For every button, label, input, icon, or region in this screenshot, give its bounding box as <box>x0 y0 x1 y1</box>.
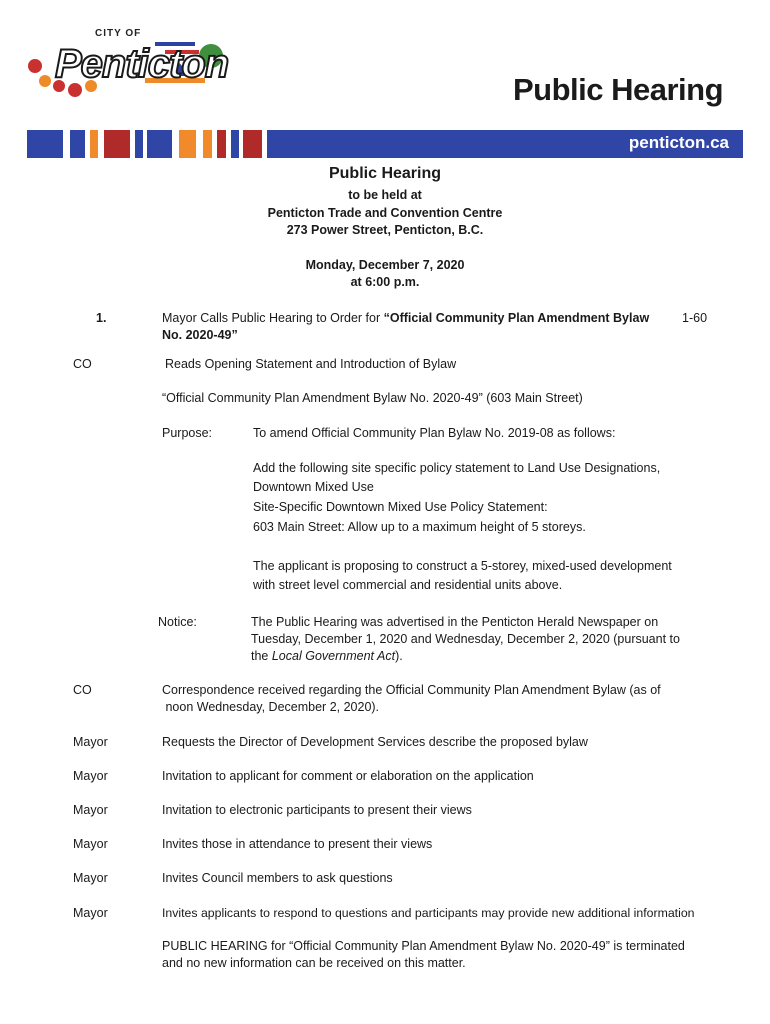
notice-prefix: the <box>251 649 272 663</box>
header-title: Public Hearing <box>512 72 723 107</box>
logo-city-name: Penticton <box>55 42 229 86</box>
notice-suffix: ). <box>395 649 403 663</box>
actor-label: Mayor <box>73 735 108 749</box>
logo-dot <box>28 59 42 73</box>
closing-line: and no new information can be received on this matter. <box>162 956 466 970</box>
venue-address: 273 Power Street, Penticton, B.C. <box>286 223 484 237</box>
banner-block <box>231 130 239 158</box>
actor-label: CO <box>73 683 92 697</box>
policy-line: Site-Specific Downtown Mixed Use Policy Statement: <box>253 500 548 514</box>
venue-name: Penticton Trade and Convention Centre <box>267 206 503 220</box>
bylaw-title: “Official Community Plan Amendment Bylaw <box>383 311 650 325</box>
banner-block <box>70 130 85 158</box>
step-text: noon Wednesday, December 2, 2020). <box>162 700 380 714</box>
actor-label: Mayor <box>73 906 108 920</box>
actor-label: Mayor <box>73 837 108 851</box>
banner-block <box>27 130 63 158</box>
step-text: Invitation to electronic participants to present their views <box>162 803 472 817</box>
policy-line: Downtown Mixed Use <box>253 480 374 494</box>
heading-line: to be held at <box>348 188 422 202</box>
step-text: Invitation to applicant for comment or elaboration on the application <box>162 769 534 783</box>
notice-line: The Public Hearing was advertised in the Penticton Herald Newspaper on <box>251 615 659 629</box>
item-number: 1. <box>96 311 107 325</box>
document-title: Public Hearing <box>328 165 442 182</box>
step-text: Correspondence received regarding the Official Community Plan Amendment Bylaw (as of <box>162 683 661 697</box>
actor-label: Mayor <box>73 871 108 885</box>
closing-line: PUBLIC HEARING for “Official Community Plan Amendment Bylaw No. 2020-49” is terminated <box>162 939 685 953</box>
actor-label: Mayor <box>73 769 108 783</box>
page-reference: 1-60 <box>682 311 708 325</box>
item-text <box>162 310 672 327</box>
step-text: Invites those in attendance to present their views <box>162 837 433 851</box>
applicant-line: The applicant is proposing to construct a 5-storey, mixed-used development <box>253 559 672 573</box>
logo-dot <box>39 75 51 87</box>
policy-line: 603 Main Street: Allow up to a maximum height of 5 storeys. <box>253 520 586 534</box>
actor-label: CO <box>73 357 92 371</box>
banner-block <box>104 130 130 158</box>
notice-line <box>251 648 403 665</box>
banner-block <box>243 130 262 158</box>
item-text-prefix: Mayor Calls Public Hearing to Order for <box>162 311 384 325</box>
banner-block <box>179 130 196 158</box>
policy-line: Add the following site specific policy statement to Land Use Designations, <box>253 461 661 475</box>
purpose-text: To amend Official Community Plan Bylaw No. 2019-08 as follows: <box>253 426 616 440</box>
website-url[interactable]: penticton.ca <box>628 133 729 152</box>
step-text: Requests the Director of Development Services describe the proposed bylaw <box>162 735 588 749</box>
step-text: Reads Opening Statement and Introduction of Bylaw <box>165 357 457 371</box>
act-name: Local Government Act <box>271 649 396 663</box>
step-text: Invites Council members to ask questions <box>162 871 393 885</box>
header-banner <box>27 130 743 158</box>
banner-block <box>147 130 172 158</box>
banner-block <box>217 130 226 158</box>
banner-block <box>203 130 212 158</box>
actor-label: Mayor <box>73 803 108 817</box>
purpose-label: Purpose: <box>162 426 213 440</box>
banner-block <box>135 130 143 158</box>
notice-line: Tuesday, December 1, 2020 and Wednesday, December 2, 2020 (pursuant to <box>251 632 680 646</box>
applicant-line: with street level commercial and residential units above. <box>253 578 563 592</box>
banner-block <box>90 130 98 158</box>
bylaw-number: No. 2020-49” <box>162 328 238 342</box>
bylaw-line: “Official Community Plan Amendment Bylaw No. 2020-49” (603 Main Street) <box>162 391 583 405</box>
meeting-date: Monday, December 7, 2020 <box>305 258 465 272</box>
meeting-time: at 6:00 p.m. <box>350 275 420 289</box>
step-text: Invites applicants to respond to questions and participants may provide new additional information <box>162 906 695 920</box>
logo-city-of: CITY OF <box>95 28 142 39</box>
notice-label: Notice: <box>158 615 197 629</box>
city-logo <box>25 26 229 106</box>
